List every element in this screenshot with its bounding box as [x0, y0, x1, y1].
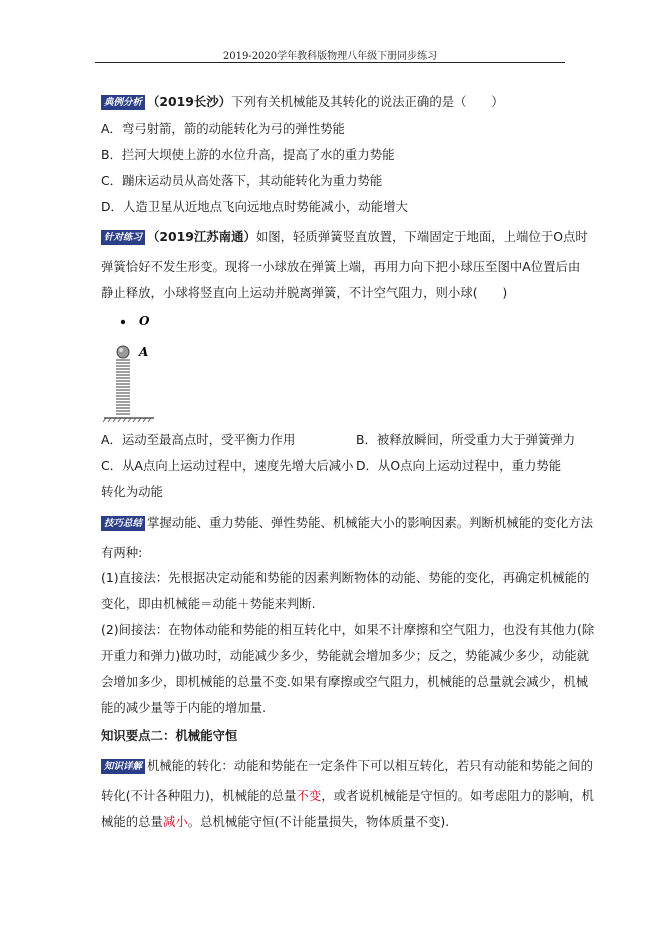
example-option-c: C．蹦床运动员从高处落下，其动能转化为重力势能	[101, 173, 383, 188]
tips-line-1	[101, 515, 593, 531]
practice-question-line-3: 静止释放，小球将竖直向上运动并脱离弹簧，不计空气阻力，则小球( )	[101, 285, 508, 300]
tips-badge: 技巧总结	[101, 516, 145, 531]
knowledge-line-3	[101, 814, 449, 830]
tips-text-1: 掌握动能、重力势能、弹性势能、机械能大小的影响因素。判断机械能的变化方法	[147, 515, 594, 530]
knowledge-line-1	[101, 758, 593, 774]
knowledge-line-3-pre: 械能的总量	[101, 814, 163, 829]
knowledge-heading: 知识要点二：机械能守恒	[101, 728, 238, 743]
practice-option-a: A．运动至最高点时，受平衡力作用	[101, 432, 296, 447]
knowledge-line-2-pre: 转化(不计各种阻力)，机械能的总量	[101, 788, 297, 803]
practice-question-line-1	[101, 229, 588, 245]
spring-coil	[116, 360, 130, 414]
spring-figure	[102, 312, 192, 424]
highlight-unchanged: 不变	[296, 788, 322, 803]
knowledge-line-2-post: ，或者说机械能是守恒的。如考虑阻力的影响，机	[321, 788, 594, 803]
tips-line-3: (1)直接法：先根据决定动能和势能的因素判断物体的动能、势能的变化，再确定机械能的	[101, 570, 590, 585]
example-source: （2019长沙）	[147, 94, 232, 109]
practice-option-d-cont: 转化为动能	[101, 484, 163, 499]
knowledge-text-1: 机械能的转化：动能和势能在一定条件下可以相互转化，若只有动能和势能之间的	[147, 758, 594, 773]
practice-option-b: B．被释放瞬间，所受重力大于弹簧弹力	[356, 432, 576, 447]
practice-option-c: C．从A点向上运动过程中，速度先增大后减小	[101, 458, 354, 473]
header-title: 2019-2020学年教科版物理八年级下册同步练习	[222, 51, 438, 62]
header-rule	[95, 62, 565, 63]
knowledge-line-3-post: 。总机械能守恒(不计能量损失，物体质量不变).	[187, 814, 450, 829]
example-option-b: B．拦河大坝使上游的水位升高，提高了水的重力势能	[101, 147, 395, 162]
highlight-decrease: 减小	[162, 814, 188, 829]
practice-text-1: 如图，轻质弹簧竖直放置，下端固定于地面，上端位于O点时	[255, 229, 588, 244]
knowledge-line-2	[101, 788, 594, 804]
tips-line-2: 有两种:	[101, 545, 143, 560]
example-question	[101, 94, 504, 110]
tips-line-6: 开重力和弹力)做功时，动能减少多少，势能就会增加多少；反之，势能减少多少，动能就	[101, 648, 590, 663]
tips-line-5: (2)间接法：在物体动能和势能的相互转化中，如果不计摩擦和空气阻力，也没有其他力(除	[101, 622, 595, 637]
tips-line-4: 变化，即由机械能＝动能＋势能来判断.	[101, 596, 316, 611]
example-question-text: 下列有关机械能及其转化的说法正确的是（ ）	[231, 94, 504, 109]
point-o-marker	[121, 320, 125, 324]
tips-line-8: 能的减少量等于内能的增加量.	[101, 700, 267, 715]
ball	[117, 346, 129, 358]
example-option-d: D．人造卫星从近地点飞向远地点时势能减小，动能增大	[101, 199, 408, 214]
practice-question-line-2: 弹簧恰好不发生形变。现将一小球放在弹簧上端，再用力向下把小球压至图中A位置后由	[101, 259, 581, 274]
example-option-a: A．弯弓射箭，箭的动能转化为弓的弹性势能	[101, 121, 345, 136]
practice-badge: 针对练习	[101, 230, 145, 245]
label-a: A	[139, 345, 149, 359]
practice-option-d: D．从O点向上运动过程中，重力势能	[356, 458, 562, 473]
label-o: O	[139, 314, 150, 328]
practice-source: （2019江苏南通）	[147, 229, 256, 244]
example-badge: 典例分析	[101, 95, 145, 110]
tips-line-7: 会增加多少，即机械能的总量不变.如果有摩擦或空气阻力，机械能的总量就会减少，机械	[101, 674, 589, 689]
knowledge-badge: 知识详解	[101, 759, 145, 774]
